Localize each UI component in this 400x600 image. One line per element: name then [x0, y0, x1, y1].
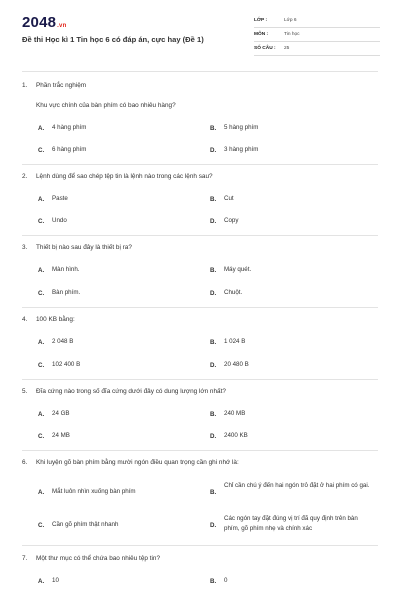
page-header	[0, 0, 400, 64]
meta-class-value: Lớp 6	[284, 18, 297, 23]
meta-count	[254, 42, 380, 56]
question-divider	[22, 379, 378, 380]
meta-class-label: LỚP :	[254, 18, 268, 23]
question-text: Khu vực chính của bàn phím có bao nhiêu hàng?	[36, 102, 176, 109]
header-divider	[22, 71, 378, 72]
logo-suffix: .vn	[57, 23, 67, 29]
question-text: 100 KB bằng:	[36, 316, 75, 323]
meta-count-value: 25	[284, 46, 290, 51]
question-divider	[22, 164, 378, 165]
question-number: 5.	[22, 388, 28, 395]
question-number: 2.	[22, 173, 28, 180]
meta-subject-label: MÔN :	[254, 32, 269, 37]
site-logo[interactable]: 2048.vn	[22, 14, 67, 31]
meta-class	[254, 14, 380, 28]
question-text: Một thư mục có thể chứa bao nhiêu tệp tin?	[36, 555, 161, 562]
question-number: 3.	[22, 244, 28, 251]
question-number: 1.	[22, 82, 28, 89]
meta-subject	[254, 28, 380, 42]
page-title: Đề thi Học kì 1 Tin học 6 có đáp án, cực hay (Đề 1)	[22, 35, 204, 44]
question-text: Lệnh dùng để sao chép tệp tin là lệnh nào trong các lệnh sau?	[36, 173, 213, 180]
question-number: 6.	[22, 459, 28, 466]
question-number: 7.	[22, 555, 28, 562]
question-text: Đĩa cứng nào trong số đĩa cứng dưới đây có dung lượng lớn nhất?	[36, 388, 226, 395]
section-title: Phần trắc nghiệm	[36, 82, 87, 89]
question-number: 4.	[22, 316, 28, 323]
question-divider	[22, 235, 378, 236]
meta-count-label: SỐ CÂU :	[254, 46, 276, 51]
question-divider	[22, 307, 378, 308]
meta-subject-value: Tin học	[284, 32, 300, 37]
question-text: Thiết bị nào sau đây là thiết bị ra?	[36, 244, 132, 251]
question-divider	[22, 545, 378, 546]
question-text: Khi luyện gõ bàn phím bằng mười ngón điều quan trọng cần ghi nhớ là:	[36, 459, 239, 466]
question-divider	[22, 450, 378, 451]
